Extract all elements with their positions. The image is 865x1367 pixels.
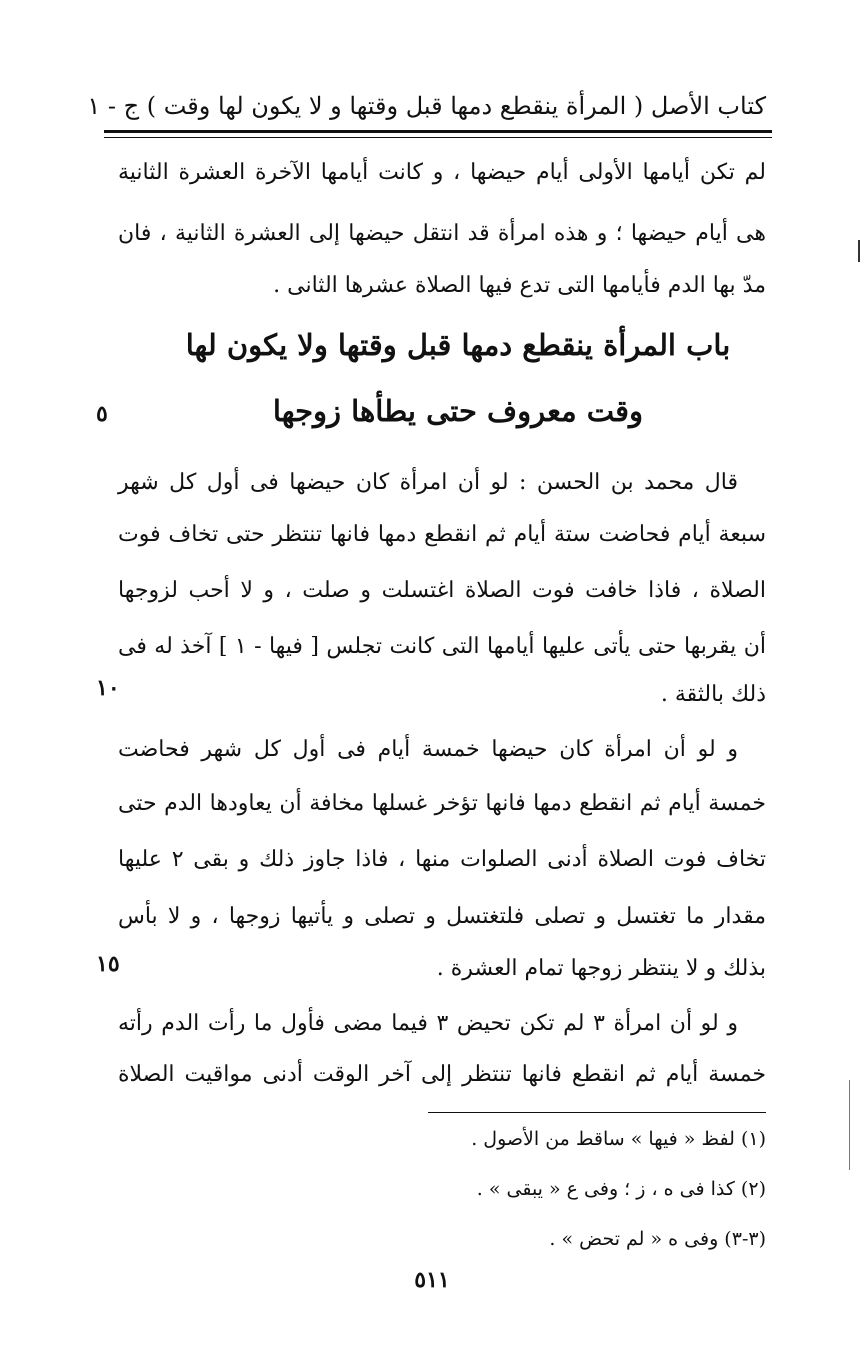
header-rule-thick bbox=[104, 130, 772, 133]
text-line: مدّ بها الدم فأيامها التى تدع فيها الصلاة عشرها الثانى . bbox=[273, 273, 766, 298]
text-line: مقدار ما تغتسل و تصلى فلتغتسل و تصلى و يأتيها زوجها ، و لا بأس bbox=[118, 904, 766, 929]
text-line: خمسة أيام ثم انقطع فانها تنتظر إلى آخر الوقت أدنى مواقيت الصلاة bbox=[118, 1062, 766, 1087]
text-line: بذلك و لا ينتظر زوجها تمام العشرة . bbox=[436, 956, 766, 981]
text-line: لم تكن أيامها الأولى أيام حيضها ، و كانت أيامها الآخرة العشرة الثانية bbox=[118, 160, 766, 185]
text-line: و لو أن امرأة كان حيضها خمسة أيام فى أول كل شهر فحاضت bbox=[118, 737, 738, 762]
footnote: (١) لفظ « فيها » ساقط من الأصول . bbox=[471, 1128, 766, 1150]
text-line: هى أيام حيضها ؛ و هذه امرأة قد انتقل حيضها إلى العشرة الثانية ، فان bbox=[118, 221, 766, 246]
text-line: و لو أن امرأة ٣ لم تكن تحيض ٣ فيما مضى فأول ما رأت الدم رأته bbox=[118, 1011, 738, 1036]
text-line: ذلك بالثقة . bbox=[660, 682, 766, 707]
footnote: (٢) كذا فى ه ، ز ؛ وفى ع « يبقى » . bbox=[476, 1178, 766, 1200]
text-line: تخاف فوت الصلاة أدنى الصلوات منها ، فاذا جاوز ذلك و بقى ٢ عليها bbox=[118, 847, 766, 872]
text-line: خمسة أيام ثم انقطع دمها فانها تؤخر غسلها مخافة أن يعاودها الدم حتى bbox=[118, 791, 766, 816]
running-header: كتاب الأصل ( المرأة ينقطع دمها قبل وقتها و لا يكون لها وقت ) ج - ١ bbox=[87, 92, 766, 120]
page-number: ٥١١ bbox=[414, 1267, 450, 1293]
line-number: ١٥ bbox=[96, 951, 120, 977]
text-line: الصلاة ، فاذا خافت فوت الصلاة اغتسلت و صلت ، و لا أحب لزوجها bbox=[118, 578, 766, 603]
section-heading-line-1: باب المرأة ينقطع دمها قبل وقتها ولا يكون لها bbox=[185, 328, 731, 362]
footnote-rule bbox=[428, 1112, 766, 1113]
text-line: أن يقربها حتى يأتى عليها أيامها التى كانت تجلس [ فيها - ١ ] آخذ له فى bbox=[118, 634, 766, 659]
scan-edge-line bbox=[849, 1080, 850, 1170]
text-line: سبعة أيام فحاضت ستة أيام ثم انقطع دمها فانها تنتظر حتى تخاف فوت bbox=[118, 522, 766, 547]
header-rule-thin bbox=[104, 137, 772, 138]
scan-edge-mark bbox=[858, 240, 860, 262]
footnote: (٣-٣) وفى ه « لم تحض » . bbox=[549, 1228, 766, 1250]
section-heading-line-2: وقت معروف حتى يطأها زوجها bbox=[272, 394, 644, 428]
line-number: ٥ bbox=[96, 401, 108, 427]
line-number: ١٠ bbox=[96, 675, 120, 701]
text-line: قال محمد بن الحسن : لو أن امرأة كان حيضها فى أول كل شهر bbox=[118, 470, 738, 495]
